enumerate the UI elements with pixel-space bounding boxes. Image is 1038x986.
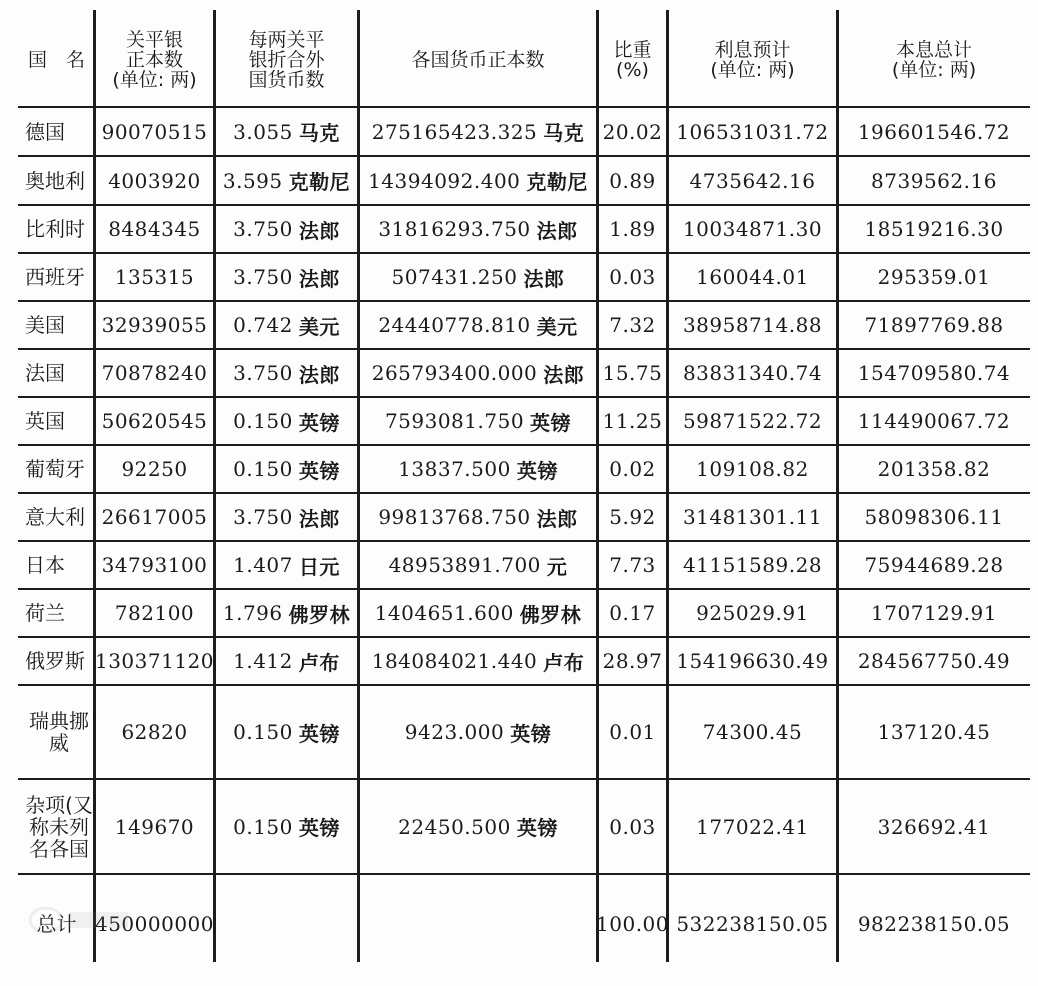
- cell-rate: [216, 542, 357, 588]
- cell-share-value: 0.01: [609, 720, 656, 744]
- cell-share: [599, 542, 666, 588]
- cell-share-value: 20.02: [602, 119, 663, 144]
- cell-country: [20, 780, 93, 873]
- cell-foreign_cur: 马克: [543, 121, 585, 145]
- cell-country: [20, 542, 93, 588]
- cell-rate_cur: 卢布: [298, 650, 340, 675]
- cell-foreign_cur: 英镑: [516, 458, 558, 483]
- cell-silver-value: 62820: [121, 720, 188, 744]
- cell-interest: [669, 108, 836, 155]
- header-silver-line3: (单位: 两): [112, 69, 197, 91]
- cell-silver: [96, 302, 213, 348]
- cell-country: [20, 494, 93, 540]
- cell-silver: [96, 494, 213, 540]
- cell-share: [599, 446, 666, 492]
- cell-foreign_cur: 英镑: [530, 410, 572, 435]
- cell-foreign-value: 7593081.750: [384, 409, 525, 433]
- cell-total: [839, 638, 1029, 684]
- cell-total-value: 326692.41: [877, 814, 991, 839]
- cell-foreign-value: 99813768.750: [378, 505, 531, 529]
- cell-silver-value: 50620545: [101, 409, 208, 433]
- cell-rate: [216, 686, 357, 778]
- cell-rate_cur: 美元: [298, 314, 340, 339]
- cell-interest-value: 160044.01: [696, 265, 809, 289]
- cell-silver-value: 782100: [114, 601, 195, 625]
- cell-silver: [96, 108, 213, 155]
- cell-share: [599, 398, 666, 444]
- cell-share-value: 1.89: [609, 217, 656, 241]
- header-silver-line1: 关平银: [125, 29, 183, 51]
- cell-share-value: 0.89: [609, 168, 656, 193]
- cell-silver: [96, 254, 213, 300]
- cell-interest: [669, 157, 836, 204]
- cell-rate: [216, 206, 357, 252]
- cell-country-value: 意大利: [25, 505, 85, 529]
- cell-silver-value: 34793100: [101, 553, 208, 577]
- cell-share: [599, 350, 666, 396]
- cell-country-value: 比利时: [25, 217, 85, 241]
- cell-country-value: 杂项(又称未列名各国: [25, 792, 93, 861]
- cell-rate-value: 3.750: [233, 361, 293, 385]
- cell-silver: [96, 686, 213, 778]
- cell-country: [20, 398, 93, 444]
- cell-interest-value: 74300.45: [702, 720, 803, 744]
- cell-foreign_cur: 美元: [536, 314, 578, 339]
- cell-rate-value: 3.750: [233, 265, 293, 289]
- cell-share: [599, 108, 666, 155]
- cell-interest: [669, 206, 836, 252]
- cell-total-value: 58098306.11: [864, 505, 1004, 529]
- cell-rate-value: 0.150: [233, 409, 293, 433]
- cell-country-value: 法国: [25, 361, 65, 385]
- cell-rate: [216, 590, 357, 636]
- cell-foreign: [360, 686, 596, 778]
- cell-country: [20, 446, 93, 492]
- cell-foreign: [360, 494, 596, 540]
- cell-interest: [669, 542, 836, 588]
- header-rate-line2: 银折合外: [248, 49, 325, 71]
- cell-foreign_cur: 卢布: [543, 650, 585, 675]
- header-rate: [216, 14, 357, 106]
- cell-share-value: 0.02: [609, 457, 656, 481]
- cell-silver-value: 32939055: [101, 313, 208, 337]
- header-total-line2: (单位: 两): [891, 59, 977, 81]
- header-silver: [96, 14, 213, 106]
- totals-silver-text: 450000000: [94, 912, 215, 936]
- cell-rate_cur: 英镑: [298, 721, 340, 746]
- cell-country: [20, 206, 93, 252]
- cell-rate: [216, 157, 357, 204]
- cell-rate: [216, 350, 357, 396]
- cell-foreign-value: 13837.500: [398, 457, 511, 481]
- cell-silver-value: 92250: [121, 457, 188, 481]
- totals-interest-text: 532238150.05: [676, 912, 829, 936]
- cell-foreign-value: 48953891.700: [388, 553, 541, 577]
- cell-rate: [216, 398, 357, 444]
- cell-country-value: 瑞典挪威: [29, 709, 89, 755]
- cell-country-value: 日本: [25, 553, 65, 577]
- cell-rate: [216, 446, 357, 492]
- totals-total-text: 982238150.05: [857, 912, 1011, 936]
- header-share-line1: 比重: [613, 39, 652, 61]
- cell-country-value: 美国: [25, 313, 65, 337]
- totals-interest: [669, 876, 836, 972]
- cell-rate-value: 1.412: [233, 649, 293, 673]
- cell-interest-value: 41151589.28: [682, 553, 823, 577]
- cell-country-value: 英国: [25, 409, 65, 433]
- cell-country-value: 奥地利: [25, 168, 85, 193]
- cell-rate-value: 0.150: [233, 457, 293, 481]
- cell-foreign_cur: 英镑: [510, 721, 552, 746]
- cell-interest: [669, 446, 836, 492]
- cell-interest-value: 109108.82: [696, 457, 809, 481]
- cell-share-value: 11.25: [602, 409, 663, 433]
- totals-share: [596, 876, 669, 972]
- header-interest-line1: 利息预计: [714, 39, 791, 61]
- cell-share-value: 5.92: [609, 505, 656, 529]
- cell-interest-value: 154196630.49: [676, 649, 829, 673]
- cell-total: [839, 398, 1029, 444]
- cell-share-value: 7.73: [609, 553, 656, 577]
- cell-rate: [216, 780, 357, 873]
- cell-silver: [96, 398, 213, 444]
- cell-silver: [96, 206, 213, 252]
- cell-rate_cur: 英镑: [298, 816, 340, 840]
- cell-foreign_cur: 法郎: [536, 506, 578, 531]
- cell-rate: [216, 638, 357, 684]
- header-rate-line3: 国货币数: [248, 69, 325, 91]
- cell-rate: [216, 108, 357, 155]
- cell-country-value: 葡萄牙: [25, 457, 85, 481]
- cell-rate-value: 1.796: [222, 601, 283, 625]
- cell-country: [20, 638, 93, 684]
- cell-foreign_cur: 克勒尼: [526, 170, 588, 194]
- cell-interest: [669, 780, 836, 873]
- cell-interest-value: 38958714.88: [682, 313, 823, 337]
- cell-silver: [96, 542, 213, 588]
- cell-country-value: 俄罗斯: [25, 649, 85, 673]
- cell-share: [599, 302, 666, 348]
- header-total: [839, 14, 1029, 106]
- cell-rate-value: 0.150: [233, 814, 293, 839]
- cell-share-value: 0.03: [609, 265, 656, 289]
- header-silver-line2: 正本数: [125, 49, 183, 71]
- cell-rate: [216, 494, 357, 540]
- cell-total-value: 196601546.72: [857, 119, 1011, 144]
- cell-total: [839, 108, 1029, 155]
- cell-silver-value: 130371120: [94, 649, 215, 673]
- cell-interest: [669, 494, 836, 540]
- watermark-logo: [24, 900, 144, 940]
- cell-country: [20, 350, 93, 396]
- cell-total-value: 18519216.30: [864, 217, 1004, 241]
- cell-share-value: 28.97: [602, 649, 663, 673]
- header-foreign-label: 各国货币正本数: [411, 49, 545, 71]
- header-share-line2: (%): [616, 59, 649, 81]
- cell-foreign: [360, 254, 596, 300]
- cell-foreign: [360, 590, 596, 636]
- cell-foreign_cur: 佛罗林: [519, 602, 582, 627]
- cell-interest-value: 10034871.30: [682, 217, 823, 241]
- cell-total: [839, 542, 1029, 588]
- cell-rate-value: 3.750: [233, 505, 293, 529]
- cell-interest-value: 83831340.74: [682, 361, 823, 385]
- cell-foreign_cur: 法郎: [536, 218, 578, 243]
- header-total-line1: 本息总计: [895, 39, 972, 61]
- totals-label-text: 总计: [36, 912, 77, 936]
- cell-country: [20, 157, 93, 204]
- cell-interest-value: 106531031.72: [676, 119, 829, 144]
- cell-total-value: 71897769.88: [864, 313, 1004, 337]
- header-interest: [669, 14, 836, 106]
- cell-foreign-value: 24440778.810: [378, 313, 531, 337]
- cell-silver-value: 8484345: [108, 217, 201, 241]
- cell-country: [20, 254, 93, 300]
- cell-foreign-value: 31816293.750: [378, 217, 531, 241]
- cell-interest: [669, 302, 836, 348]
- header-country: [20, 14, 93, 106]
- cell-rate-value: 3.595: [222, 168, 283, 193]
- cell-rate_cur: 法郎: [298, 506, 340, 531]
- cell-foreign-value: 1404651.600: [374, 601, 514, 625]
- cell-total-value: 154709580.74: [857, 361, 1011, 385]
- cell-interest-value: 59871522.72: [682, 409, 823, 433]
- cell-share: [599, 157, 666, 204]
- cell-total: [839, 590, 1029, 636]
- cell-foreign: [360, 780, 596, 873]
- cell-rate_cur: 克勒尼: [288, 170, 351, 194]
- cell-rate_cur: 佛罗林: [288, 602, 351, 627]
- cell-country-value: 荷兰: [25, 601, 65, 625]
- cell-foreign-value: 265793400.000: [371, 361, 538, 385]
- cell-foreign_cur: 法郎: [523, 266, 565, 291]
- cell-silver: [96, 446, 213, 492]
- cell-foreign-value: 275165423.325: [371, 119, 538, 144]
- cell-silver: [96, 350, 213, 396]
- cell-country: [20, 686, 93, 778]
- cell-foreign_cur: 元: [546, 554, 568, 579]
- cell-total: [839, 157, 1029, 204]
- cell-share: [599, 686, 666, 778]
- cell-silver-value: 90070515: [101, 119, 208, 144]
- header-country-label: 国 名: [27, 49, 85, 71]
- cell-foreign_cur: 英镑: [516, 816, 558, 840]
- cell-share: [599, 638, 666, 684]
- cell-rate_cur: 法郎: [298, 362, 340, 387]
- cell-share-value: 0.03: [609, 814, 656, 839]
- cell-rate-value: 1.407: [233, 553, 293, 577]
- cell-rate_cur: 英镑: [298, 410, 340, 435]
- totals-share-text: 100.00: [596, 912, 669, 936]
- totals-total: [839, 876, 1029, 972]
- cell-rate_cur: 法郎: [298, 218, 340, 243]
- cell-silver-value: 26617005: [101, 505, 208, 529]
- cell-foreign: [360, 398, 596, 444]
- cell-interest-value: 4735642.16: [689, 168, 816, 193]
- cell-total: [839, 350, 1029, 396]
- cell-foreign: [360, 638, 596, 684]
- cell-interest: [669, 686, 836, 778]
- cell-total-value: 1707129.91: [871, 601, 997, 625]
- cell-total-value: 284567750.49: [857, 649, 1011, 673]
- cell-foreign-value: 184084021.440: [371, 649, 538, 673]
- cell-total-value: 137120.45: [877, 720, 991, 744]
- cell-rate: [216, 302, 357, 348]
- cell-total: [839, 446, 1029, 492]
- cell-share-value: 0.17: [609, 601, 656, 625]
- cell-country: [20, 108, 93, 155]
- cell-share: [599, 494, 666, 540]
- cell-share: [599, 780, 666, 873]
- header-foreign: [360, 14, 596, 106]
- cell-rate-value: 3.055: [233, 119, 293, 144]
- cell-foreign_cur: 法郎: [543, 362, 585, 387]
- cell-silver-value: 149670: [114, 814, 195, 839]
- cell-foreign: [360, 302, 596, 348]
- cell-total: [839, 254, 1029, 300]
- cell-interest: [669, 254, 836, 300]
- cell-foreign-value: 14394092.400: [368, 168, 521, 193]
- cell-country-value: 西班牙: [25, 265, 85, 289]
- cell-total: [839, 780, 1029, 873]
- cell-rate_cur: 日元: [298, 554, 340, 579]
- cell-interest-value: 177022.41: [696, 814, 809, 839]
- cell-foreign: [360, 206, 596, 252]
- cell-share: [599, 590, 666, 636]
- cell-rate: [216, 254, 357, 300]
- cell-rate_cur: 法郎: [298, 266, 340, 291]
- cell-share: [599, 254, 666, 300]
- cell-silver: [96, 157, 213, 204]
- cell-total-value: 8739562.16: [871, 168, 997, 193]
- cell-interest: [669, 350, 836, 396]
- cell-silver-value: 4003920: [108, 168, 201, 193]
- cell-interest: [669, 590, 836, 636]
- cell-foreign: [360, 542, 596, 588]
- cell-total: [839, 686, 1029, 778]
- cell-total: [839, 494, 1029, 540]
- cell-rate_cur: 马克: [298, 121, 340, 145]
- row-divider: [18, 873, 1030, 875]
- cell-total: [839, 302, 1029, 348]
- cell-total-value: 75944689.28: [864, 553, 1004, 577]
- cell-country-value: 德国: [25, 119, 65, 144]
- cell-interest: [669, 638, 836, 684]
- cell-rate-value: 0.150: [233, 720, 293, 744]
- cell-interest: [669, 398, 836, 444]
- cell-silver: [96, 590, 213, 636]
- cell-total-value: 295359.01: [877, 265, 991, 289]
- header-rate-line1: 每两关平: [248, 29, 325, 51]
- cell-foreign: [360, 108, 596, 155]
- cell-share-value: 7.32: [609, 313, 656, 337]
- cell-interest-value: 925029.91: [696, 601, 809, 625]
- cell-total-value: 201358.82: [877, 457, 991, 481]
- cell-silver: [96, 780, 213, 873]
- header-interest-line2: (单位: 两): [710, 59, 795, 81]
- cell-silver: [96, 638, 213, 684]
- cell-rate-value: 3.750: [233, 217, 293, 241]
- cell-foreign: [360, 157, 596, 204]
- cell-share: [599, 206, 666, 252]
- cell-silver-value: 70878240: [101, 361, 208, 385]
- cell-country: [20, 590, 93, 636]
- cell-total: [839, 206, 1029, 252]
- header-share: [599, 14, 666, 106]
- cell-foreign-value: 9423.000: [404, 720, 505, 744]
- cell-foreign-value: 22450.500: [398, 814, 511, 839]
- cell-country: [20, 302, 93, 348]
- cell-foreign: [360, 446, 596, 492]
- cell-foreign-value: 507431.250: [391, 265, 518, 289]
- cell-rate-value: 0.742: [233, 313, 293, 337]
- cell-foreign: [360, 350, 596, 396]
- cell-silver-value: 135315: [114, 265, 195, 289]
- cell-interest-value: 31481301.11: [682, 505, 823, 529]
- cell-share-value: 15.75: [602, 361, 663, 385]
- cell-rate_cur: 英镑: [298, 458, 340, 483]
- cell-total-value: 114490067.72: [857, 409, 1011, 433]
